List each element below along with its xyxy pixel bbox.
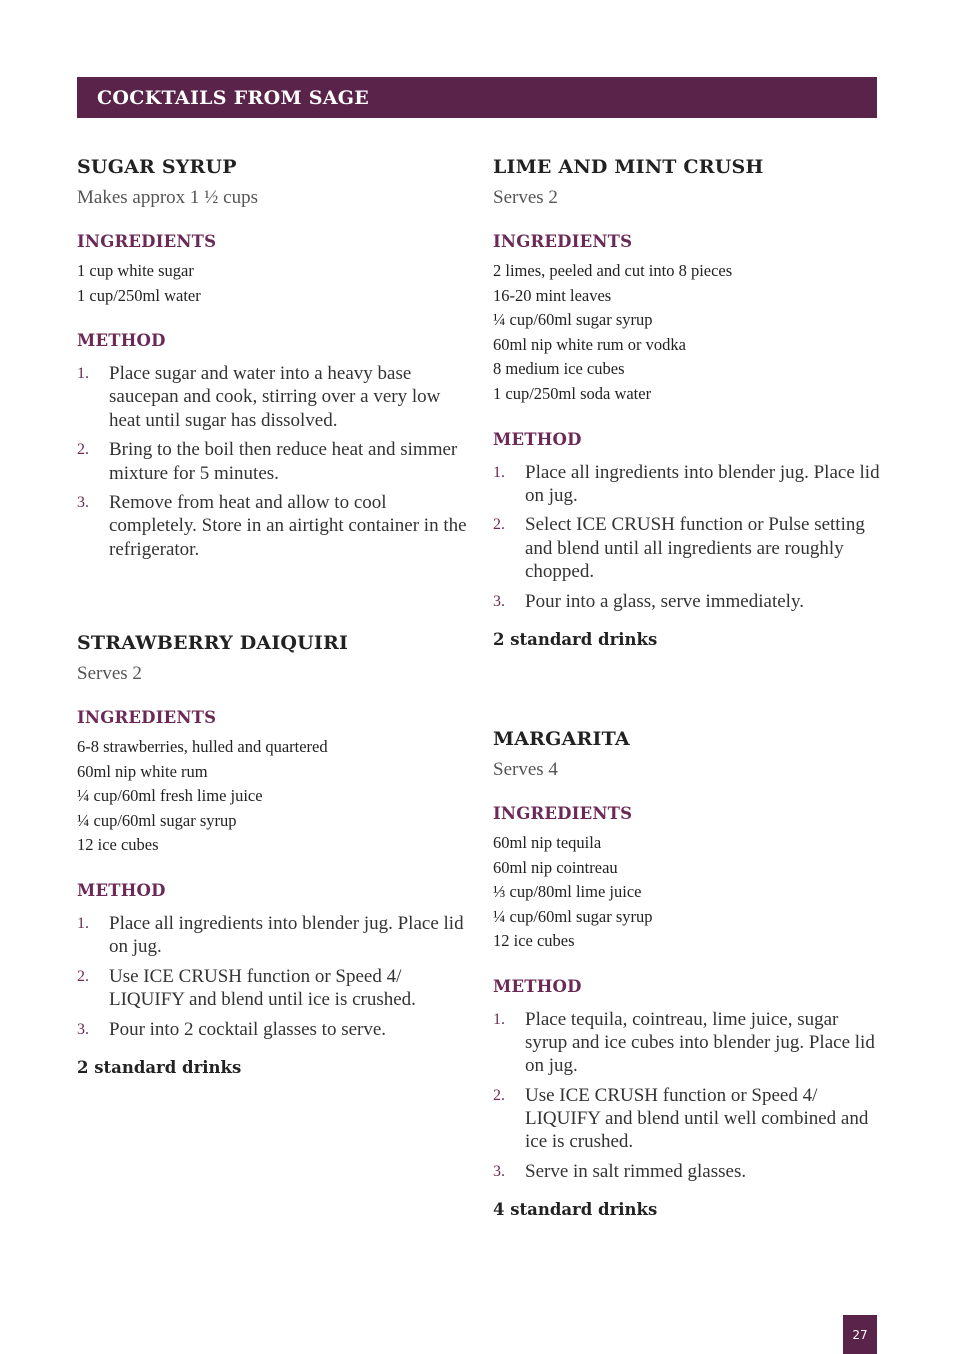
step-text: Place all ingredients into blender jug. Place lid on jug. xyxy=(109,912,464,958)
step-text: Bring to the boil then reduce heat and simmer mixture for 5 minutes. xyxy=(109,439,458,484)
ingredient-item: 1 cup/250ml soda water xyxy=(493,383,652,403)
method-step xyxy=(493,513,883,583)
method-step xyxy=(493,1008,883,1078)
step-text: Place sugar and water into a heavy base saucepan and cook, stirring over a very low heat until sugar has dissolved. xyxy=(109,363,441,431)
ingredient-item: 1 cup/250ml water xyxy=(77,285,201,305)
recipe-lime-mint-crush xyxy=(493,155,883,651)
method-step xyxy=(493,1084,883,1154)
method-heading: METHOD xyxy=(77,880,166,900)
recipe-title: SUGAR SYRUP xyxy=(77,156,237,178)
ingredients-heading: INGREDIENTS xyxy=(493,232,633,251)
method-list xyxy=(77,912,467,1041)
step-number: 2. xyxy=(493,1087,505,1105)
recipe-title: MARGARITA xyxy=(493,728,630,750)
standard-drinks: 2 standard drinks xyxy=(77,1057,242,1077)
step-text: Remove from heat and allow to cool completely. Store in an airtight container in the refrigerator. xyxy=(109,492,467,560)
ingredients-list xyxy=(493,259,883,407)
ingredients-list xyxy=(77,735,467,858)
recipe-title: LIME AND MINT CRUSH xyxy=(493,156,764,178)
step-number: 1. xyxy=(493,463,505,481)
ingredient-item: ¼ cup/60ml sugar syrup xyxy=(77,810,237,830)
step-number: 1. xyxy=(77,914,89,932)
recipe-sugar-syrup xyxy=(77,155,467,567)
method-list xyxy=(493,1008,883,1183)
step-text: Place tequila, cointreau, lime juice, sugar syrup and ice cubes into blender jug. Place lid on jug. xyxy=(525,1008,875,1077)
step-number: 2. xyxy=(77,441,89,459)
ingredient-item: ¼ cup/60ml sugar syrup xyxy=(493,310,653,330)
ingredient-item: 60ml nip tequila xyxy=(493,833,602,852)
recipe-yield: Serves 2 xyxy=(493,187,558,208)
step-number: 3. xyxy=(493,1163,505,1181)
ingredient-item: ¼ cup/60ml fresh lime juice xyxy=(77,786,263,806)
ingredient-item: 60ml nip white rum xyxy=(77,761,208,781)
method-step xyxy=(493,1160,883,1183)
ingredient-item: 8 medium ice cubes xyxy=(493,359,625,379)
method-list xyxy=(493,461,883,613)
recipe-title: STRAWBERRY DAIQUIRI xyxy=(77,632,349,654)
method-step xyxy=(77,362,467,432)
method-step xyxy=(77,491,467,561)
step-number: 3. xyxy=(493,592,505,610)
step-text: Use ICE CRUSH function or Speed 4/ LIQUIFY and blend until ice is crushed. xyxy=(109,965,416,1011)
method-step xyxy=(77,438,467,484)
ingredient-item: ⅓ cup/80ml lime juice xyxy=(493,882,642,902)
method-step xyxy=(77,912,467,958)
method-step xyxy=(493,461,883,507)
ingredients-list xyxy=(493,831,883,954)
method-list xyxy=(77,362,467,561)
method-step xyxy=(493,590,883,613)
ingredients-list xyxy=(77,259,467,308)
ingredient-item: 2 limes, peeled and cut into 8 pieces xyxy=(493,261,733,280)
section-title: COCKTAILS FROM SAGE xyxy=(97,86,370,109)
step-text: Use ICE CRUSH function or Speed 4/ LIQUIFY and blend until well combined and ice is crushed. xyxy=(525,1085,869,1153)
step-number: 1. xyxy=(77,365,89,383)
step-text: Pour into 2 cocktail glasses to serve. xyxy=(109,1018,387,1040)
step-number: 2. xyxy=(77,967,89,985)
step-number: 2. xyxy=(493,516,505,534)
recipe-yield: Makes approx 1 ½ cups xyxy=(77,187,258,208)
ingredient-item: 16-20 mint leaves xyxy=(493,285,612,305)
step-text: Pour into a glass, serve immediately. xyxy=(525,590,804,612)
ingredients-heading: INGREDIENTS xyxy=(77,232,217,251)
recipe-strawberry-daiquiri xyxy=(77,631,467,1079)
standard-drinks: 4 standard drinks xyxy=(493,1200,658,1220)
method-heading: METHOD xyxy=(77,331,166,351)
recipe-margarita xyxy=(493,727,883,1221)
section-banner xyxy=(77,77,877,118)
step-number: 3. xyxy=(77,1020,89,1038)
ingredient-item: 60ml nip white rum or vodka xyxy=(493,334,686,354)
page-number: 27 xyxy=(843,1315,877,1354)
ingredient-item: 60ml nip cointreau xyxy=(493,857,618,877)
step-text: Select ICE CRUSH function or Pulse setting and blend until all ingredients are roughly chopped. xyxy=(525,514,865,582)
method-heading: METHOD xyxy=(493,976,582,996)
step-text: Place all ingredients into blender jug. Place lid on jug. xyxy=(525,461,880,506)
step-number: 1. xyxy=(493,1010,505,1028)
ingredient-item: 6-8 strawberries, hulled and quartered xyxy=(77,737,328,756)
ingredients-heading: INGREDIENTS xyxy=(77,708,217,727)
method-step xyxy=(77,965,467,1011)
ingredient-item: 1 cup white sugar xyxy=(77,261,194,280)
method-step xyxy=(77,1018,467,1041)
ingredients-heading: INGREDIENTS xyxy=(493,804,633,823)
step-number: 3. xyxy=(77,494,89,512)
standard-drinks: 2 standard drinks xyxy=(493,629,658,649)
step-text: Serve in salt rimmed glasses. xyxy=(525,1161,747,1183)
method-heading: METHOD xyxy=(493,429,582,449)
ingredient-item: ¼ cup/60ml sugar syrup xyxy=(493,906,653,926)
ingredient-item: 12 ice cubes xyxy=(493,931,575,951)
recipe-yield: Serves 4 xyxy=(493,759,558,780)
recipe-yield: Serves 2 xyxy=(77,663,142,684)
ingredient-item: 12 ice cubes xyxy=(77,835,159,855)
